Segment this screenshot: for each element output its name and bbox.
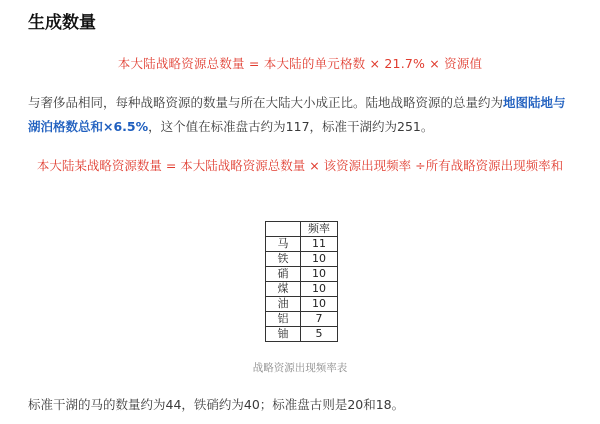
resource-name-cell: 铀 [266,327,301,342]
resource-name-cell: 马 [266,237,301,252]
table-row [266,252,338,267]
frequency-cell: 10 [301,252,338,267]
explanation-highlight: 地图陆地与湖泊格数总和×6.5% [28,95,566,134]
table-row [266,237,338,252]
frequency-cell: 11 [301,237,338,252]
total-quantity-formula: 本大陆战略资源总数量 = 本大陆的单元格数 × 21.7% × 资源值 [117,56,483,71]
resource-name-cell: 油 [266,297,301,312]
explanation-text-after: ，这个值在标准盘古约为117，标准干湖约为251。 [148,119,434,134]
frequency-cell: 7 [301,312,338,327]
resource-name-cell: 煤 [266,282,301,297]
table-header-cell: 频率 [301,222,338,237]
table-caption: 战略资源出现频率表 [252,362,348,374]
table-row [266,312,338,327]
explanation-text-before: 与奢侈品相同，每种战略资源的数量与所在大陆大小成正比。陆地战略资源的总量约为 [28,95,504,110]
resource-name-cell: 硝 [266,267,301,282]
table-row [266,297,338,312]
frequency-table [265,221,338,342]
table-row [266,282,338,297]
table-header-cell [266,222,301,237]
table-row [266,267,338,282]
summary-paragraph: 标准干湖的马的数量约为44，铁硝约为40；标准盘古则是20和18。 [28,397,405,412]
per-resource-formula: 本大陆某战略资源数量 = 本大陆战略资源总数量 × 该资源出现频率 ÷所有战略资源出现频率和 [36,158,564,173]
explanation-paragraph [28,91,576,139]
resource-name-cell: 铁 [266,252,301,267]
section-heading: 生成数量 [28,13,96,33]
frequency-cell: 10 [301,297,338,312]
frequency-cell: 5 [301,327,338,342]
frequency-cell: 10 [301,282,338,297]
table-header-row [266,222,338,237]
table-row [266,327,338,342]
frequency-cell: 10 [301,267,338,282]
resource-name-cell: 铝 [266,312,301,327]
